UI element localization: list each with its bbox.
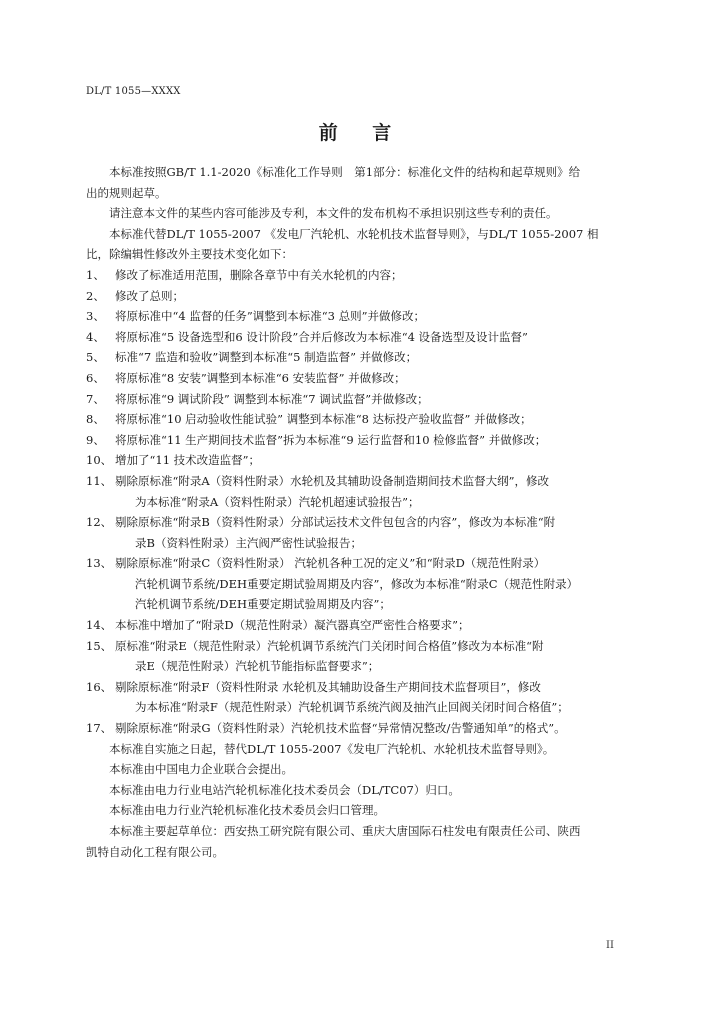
change-item-text: 增加了“11 技术改造监督”； bbox=[115, 453, 261, 468]
change-item-row bbox=[86, 389, 634, 410]
change-item bbox=[86, 615, 634, 636]
change-item-number: 10、 bbox=[86, 453, 113, 468]
document-body bbox=[86, 162, 634, 862]
change-item-number: 9、 bbox=[86, 432, 105, 447]
change-item bbox=[86, 450, 634, 471]
change-item-row bbox=[86, 347, 634, 368]
change-item-text: 将原标准“5 设备选型和6 设计阶段”合并后修改为本标准“4 设备选型及设计监督” bbox=[115, 329, 528, 344]
change-item-text: 将原标准“9 调试阶段” 调整到本标准“7 调试监督”并做修改； bbox=[115, 391, 429, 406]
change-item bbox=[86, 265, 634, 286]
change-item-number: 12、 bbox=[86, 515, 113, 530]
change-item-text: 将原标准“10 启动验收性能试验” 调整到本标准“8 达标投产验收监督” 并做修改； bbox=[115, 412, 532, 427]
change-item-number: 2、 bbox=[86, 288, 105, 303]
closing-line: 本标准由中国电力企业联合会提出。 bbox=[109, 762, 293, 777]
intro-paragraph-1 bbox=[86, 162, 634, 203]
change-item-text: 本标准中增加了“附录D（规范性附录）凝汽器真空严密性合格要求”； bbox=[115, 618, 470, 633]
change-item bbox=[86, 306, 634, 327]
change-item-number: 15、 bbox=[86, 638, 113, 653]
change-item-continuation: 录B（资料性附录）主汽阀严密性试验报告； bbox=[135, 535, 362, 550]
change-item-number: 7、 bbox=[86, 391, 105, 406]
change-item-continuation: 为本标准“附录F（规范性附录）汽轮机调节系统汽阀及抽汽止回阀关闭时间合格值”； bbox=[135, 700, 569, 715]
change-item bbox=[86, 718, 634, 739]
change-item-number: 5、 bbox=[86, 350, 105, 365]
change-item-row bbox=[86, 409, 634, 430]
change-item bbox=[86, 409, 634, 430]
change-item-text: 剔除原标准“附录G（资料性附录）汽轮机技术监督“异常情况整改/告警通知单”的格式”。 bbox=[115, 721, 566, 736]
change-item-number: 8、 bbox=[86, 412, 105, 427]
change-item-row bbox=[86, 471, 634, 492]
change-item-row bbox=[86, 450, 634, 471]
intro-paragraph-2 bbox=[86, 203, 634, 224]
closing-section bbox=[86, 739, 634, 821]
change-item-row bbox=[86, 553, 634, 574]
change-item bbox=[86, 368, 634, 389]
text-line: 本标准代替DL/T 1055-2007 《发电厂汽轮机、水轮机技术监督导则》，与DL/T 1055-2007 相 bbox=[109, 226, 599, 241]
change-item-row bbox=[86, 368, 634, 389]
page-number: II bbox=[606, 940, 614, 951]
change-item-number: 11、 bbox=[86, 473, 113, 488]
change-item bbox=[86, 677, 634, 718]
change-item-text: 剔除原标准“附录C（资料性附录） 汽轮机各种工况的定义”和“附录D（规范性附录） bbox=[115, 556, 546, 571]
change-item-number: 3、 bbox=[86, 309, 105, 324]
change-item-text: 剔除原标准“附录B（资料性附录）分部试运技术文件包包含的内容”，修改为本标准“附 bbox=[115, 515, 556, 530]
change-item-row bbox=[86, 286, 634, 307]
closing-line: 本标准由电力行业电站汽轮机标准化技术委员会（DL/TC07）归口。 bbox=[109, 782, 460, 797]
text-line: 请注意本文件的某些内容可能涉及专利，本文件的发布机构不承担识别这些专利的责任。 bbox=[109, 206, 558, 221]
change-item-text: 修改了标准适用范围，删除各章节中有关水轮机的内容； bbox=[115, 267, 403, 282]
change-item bbox=[86, 347, 634, 368]
change-item-number: 14、 bbox=[86, 618, 113, 633]
text-line: 出的规则起草。 bbox=[86, 185, 167, 200]
change-item-text: 原标准“附录E（规范性附录）汽轮机调节系统汽门关闭时间合格值”修改为本标准“附 bbox=[115, 638, 544, 653]
change-item-row bbox=[86, 718, 634, 739]
change-item-text: 标准“7 监造和验收”调整到本标准“5 制造监督” 并做修改； bbox=[115, 350, 418, 365]
change-item-number: 16、 bbox=[86, 679, 113, 694]
change-item-row bbox=[86, 306, 634, 327]
change-item-row bbox=[86, 636, 634, 657]
change-item-number: 13、 bbox=[86, 556, 113, 571]
text-line: 本标准主要起草单位：西安热工研究院有限公司、重庆大唐国际石柱发电有限责任公司、陕西 bbox=[109, 824, 581, 838]
changes-list bbox=[86, 265, 634, 739]
change-item-continuation: 录E（规范性附录）汽轮机节能指标监督要求”； bbox=[135, 659, 380, 674]
drafters-paragraph bbox=[86, 821, 634, 862]
change-item-text: 剔除原标准“附录F（资料性附录 水轮机及其辅助设备生产期间技术监督项目”，修改 bbox=[115, 679, 541, 694]
change-item bbox=[86, 471, 634, 512]
change-item-number: 6、 bbox=[86, 370, 105, 385]
closing-line: 本标准自实施之日起，替代DL/T 1055-2007《发电厂汽轮机、水轮机技术监督导则》。 bbox=[109, 741, 555, 756]
text-line: 比，除编辑性修改外主要技术变化如下： bbox=[86, 247, 293, 262]
change-item bbox=[86, 327, 634, 348]
change-item bbox=[86, 286, 634, 307]
change-item-row bbox=[86, 677, 634, 698]
change-item-number: 17、 bbox=[86, 721, 113, 736]
change-item-text: 将原标准中“4 监督的任务”调整到本标准“3 总则”并做修改； bbox=[115, 309, 425, 324]
change-item-continuation: 为本标准“附录A（资料性附录）汽轮机超速试验报告”； bbox=[135, 494, 420, 509]
change-item-row bbox=[86, 615, 634, 636]
text-line: 本标准按照GB/T 1.1-2020《标准化工作导则 第1部分：标准化文件的结构和起草规则》给 bbox=[109, 165, 581, 179]
change-item-continuation: 汽轮机调节系统/DEH重要定期试验周期及内容”； bbox=[135, 597, 391, 612]
change-item-row bbox=[86, 327, 634, 348]
change-item-text: 剔除原标准“附录A（资料性附录）水轮机及其辅助设备制造期间技术监督大纲”，修改 bbox=[115, 473, 550, 488]
change-item-continuation: 汽轮机调节系统/DEH重要定期试验周期及内容”，修改为本标准“附录C（规范性附录） bbox=[135, 576, 579, 591]
closing-line: 本标准由电力行业汽轮机标准化技术委员会归口管理。 bbox=[109, 803, 385, 818]
change-item bbox=[86, 512, 634, 553]
text-line: 凯特自动化工程有限公司。 bbox=[86, 844, 224, 859]
page-title: 前 言 bbox=[318, 122, 406, 144]
standard-code: DL/T 1055—XXXX bbox=[86, 86, 181, 97]
change-item-text: 将原标准“11 生产期间技术监督”拆为本标准“9 运行监督和10 检修监督” 并做修改； bbox=[115, 432, 547, 447]
change-item-text: 修改了总则； bbox=[115, 288, 184, 303]
change-item-row bbox=[86, 512, 634, 533]
change-item-number: 1、 bbox=[86, 267, 105, 282]
intro-paragraph-3 bbox=[86, 224, 634, 265]
change-item-text: 将原标准“8 安装”调整到本标准“6 安装监督” 并做修改； bbox=[115, 370, 406, 385]
change-item bbox=[86, 553, 634, 615]
change-item bbox=[86, 430, 634, 451]
change-item-row bbox=[86, 265, 634, 286]
change-item-number: 4、 bbox=[86, 329, 105, 344]
change-item bbox=[86, 389, 634, 410]
change-item-row bbox=[86, 430, 634, 451]
change-item bbox=[86, 636, 634, 677]
